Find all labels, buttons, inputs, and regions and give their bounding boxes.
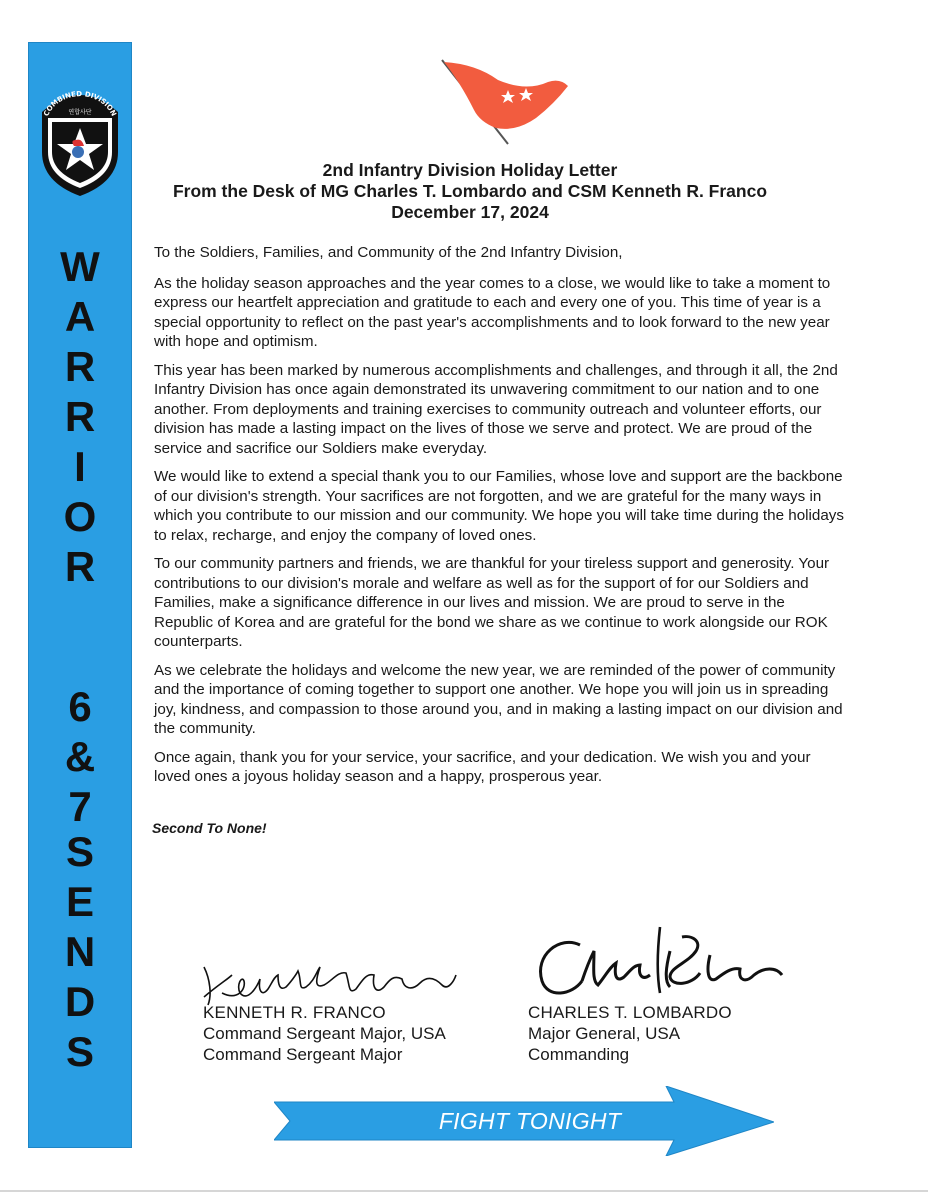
- closing-motto: Second To None!: [152, 820, 267, 836]
- arrow-label: FIGHT TONIGHT: [438, 1108, 622, 1134]
- banner-word-sends: [28, 827, 132, 1077]
- banner-letter: E: [65, 878, 94, 925]
- banner-letter: O: [63, 493, 97, 540]
- banner-letter: A: [64, 293, 96, 340]
- paragraph: To our community partners and friends, we are thankful for your tireless support and generosity. Your contributions to our division's morale and welfare as well as for the support of for our Soldiers and Families, make a significance difference in our lives and mission. We are proud to serve in the Republic of Korea and are grateful for the bond we share as we continue to work alongside our ROK counterparts.: [154, 555, 830, 650]
- salutation: To the Soldiers, Families, and Community of the 2nd Infantry Division,: [154, 244, 623, 261]
- paragraph: As we celebrate the holidays and welcome the new year, we are reminded of the power of community and the importance of coming together to support one another. We hope you will join us in spreading joy, kindness, and compassion to those around you, and in making a lasting impact on our division and the community.: [154, 661, 843, 737]
- signature-block-csm: [203, 1002, 446, 1065]
- signer-role: Commanding: [528, 1045, 630, 1064]
- signer-role: Command Sergeant Major: [203, 1045, 403, 1064]
- signer-title: Major General, USA: [528, 1024, 681, 1043]
- paragraph: We would like to extend a special thank you to our Families, whose love and support are the backbone of our division's strength. Your sacrifices are not forgotten, and we are grateful for the many ways in which you contribute to our mission and our community. We hope you will take time during the holidays to relax, recharge, and enjoy the company of loved ones.: [154, 468, 844, 544]
- banner-letter: R: [64, 393, 96, 440]
- signer-name: KENNETH R. FRANCO: [203, 1003, 386, 1022]
- signer-title: Command Sergeant Major, USA: [203, 1024, 446, 1043]
- divider: [0, 1190, 928, 1192]
- emblem-subtext: 연합사단: [68, 109, 92, 116]
- signature-block-mg: [528, 1002, 732, 1065]
- signer-name: CHARLES T. LOMBARDO: [528, 1003, 732, 1022]
- division-emblem-icon: [34, 82, 126, 200]
- banner-word-warrior: [28, 242, 132, 592]
- banner-letter: S: [65, 1028, 94, 1075]
- letter-title: 2nd Infantry Division Holiday Letter: [322, 160, 618, 180]
- letter-subtitle: From the Desk of MG Charles T. Lombardo and CSM Kenneth R. Franco: [172, 181, 768, 201]
- banner-letter: I: [74, 443, 86, 490]
- banner-letter: 6: [68, 683, 92, 730]
- banner-word-6-and-7: [28, 682, 132, 832]
- banner-letter: D: [64, 978, 96, 1025]
- two-star-flag-icon: [436, 52, 586, 152]
- paragraph: This year has been marked by numerous accomplishments and challenges, and through it all, the 2nd Infantry Division has once again demonstrated its unwavering commitment to our nation and to one another. From deployments and training exercises to community outreach and volunteer efforts, our division has made a lasting impact on the lives of those we serve and protect. We are proud of the service and sacrifice our Soldiers make everyday.: [154, 361, 838, 457]
- letter-body: [154, 243, 844, 796]
- banner-letter: S: [65, 828, 94, 875]
- letter-header: [140, 160, 800, 223]
- emblem-arc-text: COMBINED DIVISION: [42, 90, 118, 118]
- banner-letter: N: [64, 928, 96, 975]
- banner-letter: R: [64, 343, 96, 390]
- banner-letter: R: [64, 543, 96, 590]
- banner-letter: 7: [68, 783, 92, 830]
- letter-date: December 17, 2024: [391, 202, 549, 222]
- paragraph: As the holiday season approaches and the year comes to a close, we would like to take a moment to express our heartfelt appreciation and gratitude to each and every one of you. This time of year is a special opportunity to reflect on the past year's accomplishments and to look forward to the new year with hope and optimism.: [154, 274, 831, 350]
- banner-letter: &: [64, 733, 96, 780]
- side-banner: [28, 42, 132, 1148]
- paragraph: Once again, thank you for your service, your sacrifice, and your dedication. We wish you and your loved ones a joyous holiday season and a happy, prosperous year.: [154, 748, 811, 785]
- banner-letter: W: [60, 243, 100, 290]
- signature-lombardo-icon: [520, 915, 800, 1005]
